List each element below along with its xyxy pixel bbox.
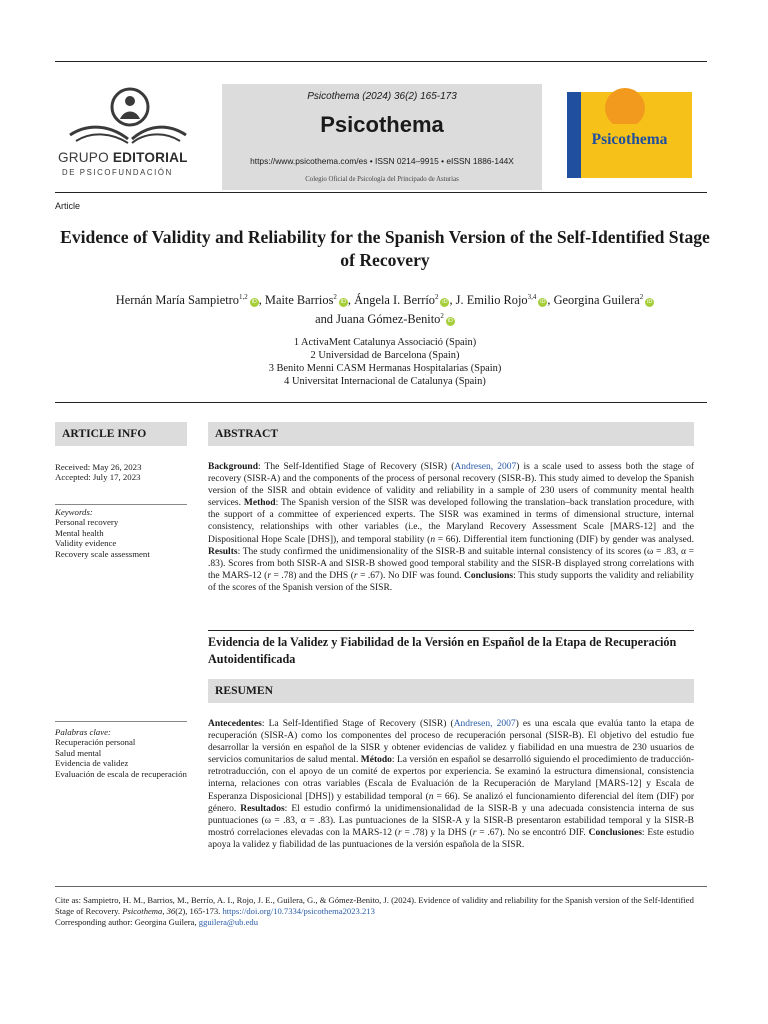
article-title: Evidence of Validity and Reliability for the Spanish Version of the Self-Identified Stage of Recovery — [60, 227, 710, 270]
orcid-icon[interactable]: iD — [251, 299, 257, 306]
top-rule — [55, 61, 707, 62]
keyword: Evaluación de escala de recuperación — [55, 768, 187, 779]
palabras-rule — [55, 721, 187, 722]
author-name: Hernán María Sampietro — [115, 293, 239, 308]
affiliation: 1 ActivaMent Catalunya Associació (Spain) — [293, 337, 477, 348]
keywords-block: Keywords: Personal recovery Mental health Validity evidence Recovery scale assessment — [55, 507, 190, 559]
author-name: Maite Barrios — [264, 293, 334, 308]
journal-name: Psicothema — [320, 112, 444, 137]
received-date: Received: May 26, 2023 — [55, 462, 142, 472]
keyword: Recuperación personal — [55, 737, 136, 748]
spanish-title-rule — [208, 630, 694, 631]
orcid-icon[interactable]: iD — [442, 299, 448, 306]
abstract-text: Background: The Self-Identified Stage of Recovery (SISR) (Andresen, 2007) is a scale used to assess both the stage of recovery (SISR-A) and the components of the process of personal recovery (SISR-B). This study aimed to develop the Spanish version of the SISR and obtain evidence of validity and reliability in a sample of 230 users of community mental health services. Method: The Spanish version of the SISR was developed following the translation–back translation procedure, with the support of a committee of experienced experts. The SISR was examined in terms of dimensional structure, internal consistency, relationships with other variables (i.e., the Maryland Recovery Assessment Scale [MARS-12] and the Dispositional Hope Scale [DHS]), and temporal stability (n = 66). Differential item functioning (DIF) by gender was analysed. Results: The study confirmed the unidimensionality of the SISR-B and suitable internal consistency of its scores (ω = .83, α = .83). Scores from both SISR-A and SISR-B showed good temporal stability and the SISR-B displayed strong correlations with the MARS-12 (r = .78) and the DHS (r = .67). No DIF was found. Conclusions: This study supports the validity and reliability of the scores of the Spanish version of the SISR. — [208, 462, 694, 593]
author-list: Hernán María Sampietro$^{1,2}$iD , Maite Barrios$^2$iD , Ángela I. Berrío$^2$iD , J. Emilio Rojo$^{3,4}$iD , Georgina Guilera$^2$iD and Juana Gómez-Benito$^2$iD — [115, 293, 653, 327]
citation-link[interactable]: Andresen, 2007 — [454, 462, 517, 472]
keyword: Personal recovery — [55, 517, 119, 528]
orcid-icon[interactable]: iD — [647, 299, 653, 306]
psicothema-logo-text: Psicothema — [591, 131, 668, 148]
palabras-clave-block: Palabras clave: Recuperación personal Salud mental Evidencia de validez Evaluación de escala de recuperación — [55, 727, 190, 779]
publisher-name: GRUPO EDITORIAL — [58, 150, 188, 165]
footer-citation: Cite as: Sampietro, H. M., Barrios, M., Berrío, A. I., Rojo, J. E., Guilera, G., & Gómez-Benito, J. (2024). Evidence of validity and reliability for the Spanish version of the Self-Identified Stage of Recovery. Psicothema, 36(2), 165-173. https://doi.org/10.7334/psicothema2023.213 Corresponding author: Georgina Guilera, gguilera@ub.edu — [55, 895, 694, 927]
keyword: Validity evidence — [55, 538, 117, 549]
author-name: J. Emilio Rojo — [455, 293, 528, 308]
author-name: Georgina Guilera — [553, 293, 640, 308]
affiliation: 2 Universidad de Barcelona (Spain) — [310, 350, 460, 361]
footer-rule — [55, 886, 707, 887]
affiliations — [55, 336, 715, 388]
resumen-text: Antecedentes: La Self-Identified Stage of Recovery (SISR) (Andresen, 2007) es una escala que evalúa tanto la etapa de recuperación (SISR-A) como los componentes del proceso de recuperación personal (SISR-B). El objetivo del estudio fue desarrollar la versión en español de la SISR y obtener evidencias de validez y fiabilidad en una muestra de 230 usuarios de servicios comunitarios de salud mental. Método: La versión en español se desarrolló siguiendo el procedimiento de traducción-retrotraducción, con el apoyo de un comité de expertos por experiencia. Se examinó la estructura dimensional, consistencia interna, relaciones con otras variables (Escala de Evaluación de la Recuperación de Maryland [MARS-12] y Escala de Esperanza Disposicional [DHS]) y estabilidad temporal (n = 66). Se analizó el funcionamiento diferencial del ítem (DIF) por género. Resultados: El estudio confirmó la unidimensionalidad de la SISR-B y una adecuada consistencia interna de sus puntuaciones (ω = .83, α = .83). Las puntuaciones de la SISR-A y la SISR-B presentaron estabilidad temporal y la SISR-B mostró correlaciones elevadas con la MARS-12 (r = .78) y la DHS (r = .67). No se encontró DIF. Conclusiones: Este estudio apoya la validez y fiabilidad de las puntuaciones de la versión española de la SISR. — [208, 719, 695, 850]
orcid-icon[interactable]: iD — [540, 299, 546, 306]
author-name: Ángela I. Berrío — [354, 293, 435, 308]
spanish-title: Evidencia de la Validez y Fiabilidad de la Versión en Español de la Etapa de Recuperación Autoidentificada — [208, 635, 677, 666]
keywords-rule — [55, 504, 187, 505]
volume-line: Psicothema (2024) 36(2) 165-173 — [307, 91, 457, 102]
colegio-line: Colegio Oficial de Psicología del Principado de Asturias — [305, 176, 459, 183]
affiliation: 3 Benito Menni CASM Hermanas Hospitalarias (Spain) — [268, 363, 502, 374]
keywords-label: Keywords — [55, 507, 90, 517]
orcid-icon[interactable]: iD — [340, 299, 346, 306]
journal-urls[interactable]: https://www.psicothema.com/es • ISSN 0214–9915 • eISSN 1886-144X — [250, 156, 514, 166]
journal-banner — [222, 84, 542, 190]
author-name: Juana Gómez-Benito — [336, 312, 441, 327]
email-link[interactable]: gguilera@ub.edu — [198, 916, 258, 927]
keyword: Evidencia de validez — [55, 758, 129, 769]
doi-link[interactable]: https://doi.org/10.7334/psicothema2023.213 — [222, 905, 375, 916]
article-type: Article — [55, 201, 81, 211]
resumen-heading: RESUMEN — [208, 679, 694, 703]
palabras-label: Palabras clave — [55, 727, 109, 737]
section-rule — [55, 402, 707, 403]
keyword: Mental health — [55, 527, 104, 538]
article-dates — [55, 462, 195, 483]
keyword: Salud mental — [55, 747, 102, 758]
article-info-heading: ARTICLE INFO — [55, 422, 187, 446]
header-rule — [55, 192, 707, 193]
citation-link[interactable]: Andresen, 2007 — [453, 719, 516, 729]
publisher-logo-icon — [58, 85, 198, 180]
orcid-icon[interactable]: iD — [447, 318, 453, 325]
abstract-heading: ABSTRACT — [208, 422, 694, 446]
accepted-date: Accepted: July 17, 2023 — [55, 472, 141, 483]
affiliation: 4 Universitat Internacional de Catalunya (Spain) — [284, 376, 486, 387]
keyword: Recovery scale assessment — [55, 548, 150, 559]
publisher-subname: DE PSICOFUNDACIÓN — [62, 168, 173, 177]
